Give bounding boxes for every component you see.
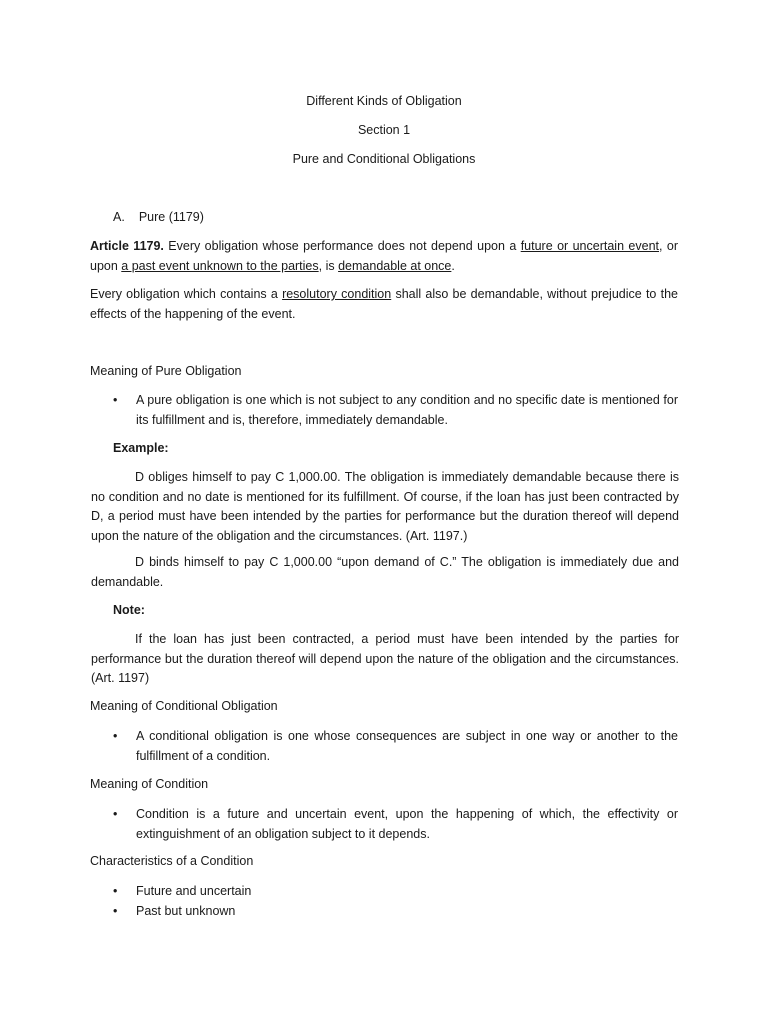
paragraph-text: shall also be demandable, without prejudice to the effects of the happening of the event. [90,287,678,321]
section-a-heading [113,208,701,228]
note-label [113,601,701,621]
underlined-term: a past event unknown to the parties [121,258,319,273]
document-title: Different Kinds of Obligation [306,94,462,108]
bullet-text: Condition is a future and uncertain event, upon the happening of which, the effectivity or extinguishment of an obligation subject to it depends. [136,807,678,841]
note-paragraph: If the loan has just been contracted, a period must have been intended by the parties for performance but the duration thereof will depend upon the nature of the obligation and the circumstances. (Art. 1197) [91,632,679,685]
bullet-marker: • [113,729,118,743]
characteristics-heading: Characteristics of a Condition [90,854,254,868]
example-paragraph-1: D obliges himself to pay C 1,000.00. The obligation is immediately demandable because there is no condition and no date is mentioned for its fulfillment. Of course, if the loan has just been contracted by D, a period must have been intended by the parties for performance but the duration thereof will depend upon the nature of the obligation and the circumstances. (Art. 1197.) [91,470,679,543]
chapter-title: Pure and Conditional Obligations [292,152,476,166]
section-a-marker: A. [113,210,125,224]
article-text: , or upon [90,239,679,273]
section-title: Section 1 [357,123,411,137]
bullet-text: Future and uncertain [136,884,252,898]
article-text: , is [318,258,339,273]
underlined-term: demandable at once [338,258,452,273]
article-text: Every obligation whose performance does not depend upon a [163,239,521,253]
bullet-text: A pure obligation is one which is not subject to any condition and no specific date is mentioned for its fulfillment and is, therefore, immediately demandable. [136,393,678,427]
article-1179-paragraph [90,237,678,276]
bullet-marker: • [113,884,118,898]
pure-obligation-heading: Meaning of Pure Obligation [90,364,242,378]
condition-heading: Meaning of Condition [90,777,209,791]
underlined-term: resolutory condition [282,287,392,301]
article-text: . [451,258,455,273]
paragraph-text: Every obligation which contains a [90,287,283,301]
conditional-obligation-heading: Meaning of Conditional Obligation [90,699,278,713]
article-label: Article 1179. [90,239,164,253]
example-label-text: Example: [113,441,169,455]
underlined-term: future or uncertain event [520,239,660,253]
example-paragraph-2: D binds himself to pay C 1,000.00 “upon demand of C.” The obligation is immediately due and demandable. [91,555,679,589]
bullet-text: A conditional obligation is one whose consequences are subject in one way or another to the fulfillment of a condition. [136,729,678,763]
bullet-marker: • [113,393,118,407]
bullet-marker: • [113,904,118,918]
bullet-marker: • [113,807,118,821]
note-label-text: Note: [113,603,145,617]
resolutory-paragraph [90,285,678,324]
example-label [113,439,701,459]
section-a-text: Pure (1179) [138,210,204,224]
bullet-text: Past but unknown [136,904,236,918]
